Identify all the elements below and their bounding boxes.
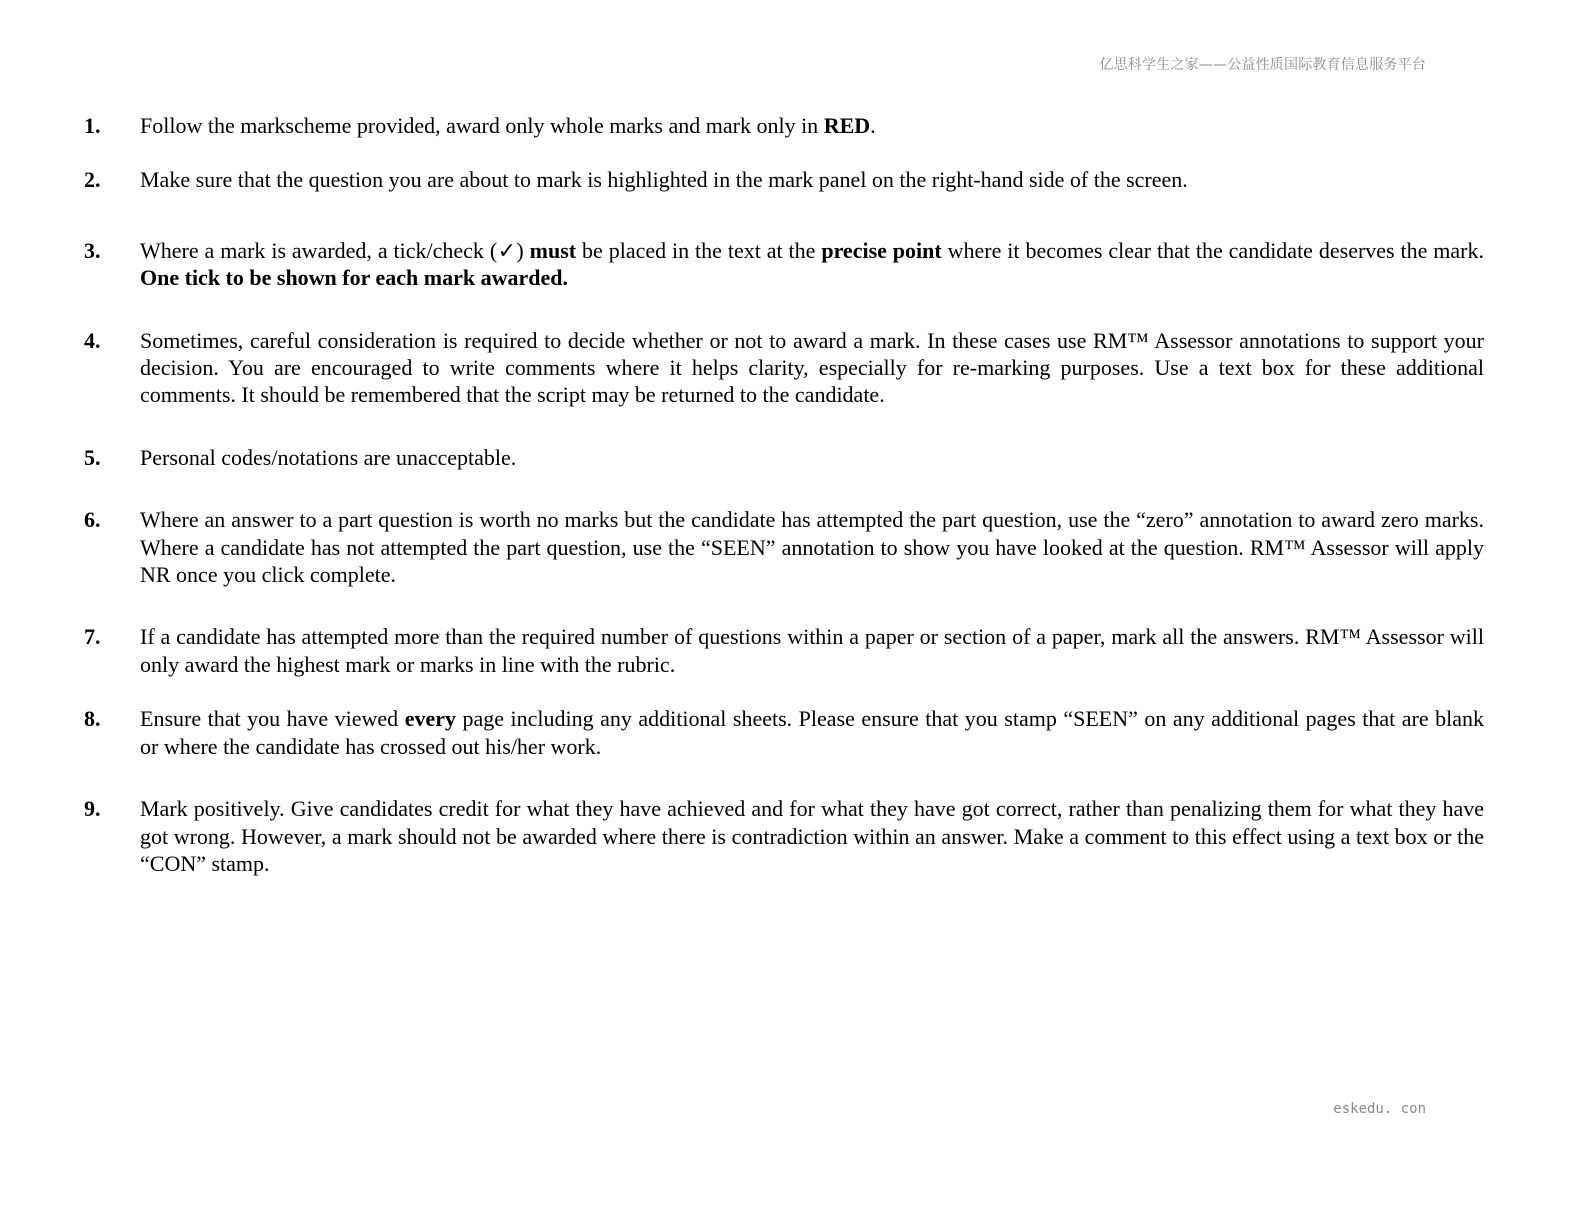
text-segment: Where an answer to a part question is worth no marks but the candidate has attempted the part question, use the “zero” annotation to award zero marks. Where a candidate has not attempted the part question, use the “SEEN” annotation to show you have looked at the question. RM™ Assessor will apply NR once you click complete.	[140, 507, 1484, 588]
instruction-item	[84, 112, 1484, 139]
header-watermark: 亿思科学生之家——公益性质国际教育信息服务平台	[1099, 57, 1426, 73]
item-number: 9.	[84, 796, 101, 822]
instruction-item	[84, 506, 1484, 588]
text-segment: Sometimes, careful consideration is required to decide whether or not to award a mark. In these cases use RM™ Assessor annotations to support your decision. You are encouraged to write comments where it helps clarity, especially for re-marking purposes. Use a text box for these additional comments. It should be remembered that the script may be returned to the candidate.	[140, 327, 1484, 408]
item-text	[140, 506, 1484, 588]
item-text	[140, 166, 1484, 193]
item-number: 1.	[84, 113, 101, 138]
text-segment: Where a mark is awarded, a tick/check (✓)	[140, 237, 530, 263]
emphasis-text: must	[529, 237, 577, 263]
instruction-item	[84, 444, 1484, 471]
item-text	[140, 237, 1484, 292]
instruction-item	[84, 166, 1484, 193]
item-number: 7.	[84, 624, 101, 650]
item-text	[140, 112, 1484, 139]
instruction-item	[84, 705, 1484, 760]
item-text	[140, 444, 1484, 471]
instruction-item	[84, 623, 1484, 678]
item-text	[140, 623, 1484, 678]
instructions-list	[84, 112, 1484, 877]
item-text	[140, 795, 1484, 877]
item-text	[140, 705, 1484, 760]
item-number: 8.	[84, 706, 101, 732]
instruction-item	[84, 237, 1484, 292]
text-segment: Mark positively. Give candidates credit for what they have achieved and for what they have got correct, rather than penalizing them for what they have got wrong. However, a mark should not be awarded where there is contradiction within an answer. Make a comment to this effect using a text box or the “CON” stamp.	[140, 796, 1484, 876]
text-segment: page including any additional sheets. Please ensure that you stamp “SEEN” on any additional pages that are blank or where the candidate has crossed out his/her work.	[140, 706, 1485, 759]
text-segment: Ensure that you have viewed	[140, 706, 405, 732]
item-number: 6.	[84, 507, 101, 533]
item-text	[140, 327, 1484, 409]
text-segment: be placed in the text at the	[576, 237, 822, 263]
emphasis-text: every	[404, 706, 456, 732]
item-number: 2.	[84, 167, 101, 193]
emphasis-text: RED	[823, 113, 871, 138]
text-segment: Make sure that the question you are about to mark is highlighted in the mark panel on the right-hand side of the screen.	[140, 167, 1188, 193]
text-segment: .	[870, 113, 876, 138]
item-number: 5.	[84, 444, 101, 470]
emphasis-text: precise point	[821, 237, 942, 263]
footer-watermark: eskedu. con	[1333, 1101, 1426, 1117]
text-segment: where it becomes clear that the candidate deserves the mark.	[941, 237, 1485, 263]
text-segment: If a candidate has attempted more than the required number of questions within a paper or section of a paper, mark all the answers. RM™ Assessor will only award the highest mark or marks in line with the rubric.	[140, 624, 1484, 677]
text-segment: Personal codes/notations are unacceptable.	[140, 444, 517, 470]
item-number: 4.	[84, 327, 101, 353]
emphasis-text: One tick to be shown for each mark awarded.	[140, 265, 568, 291]
text-segment: Follow the markscheme provided, award only whole marks and mark only in	[140, 113, 824, 138]
instruction-item	[84, 327, 1484, 409]
item-number: 3.	[84, 237, 101, 263]
instruction-item	[84, 795, 1484, 877]
